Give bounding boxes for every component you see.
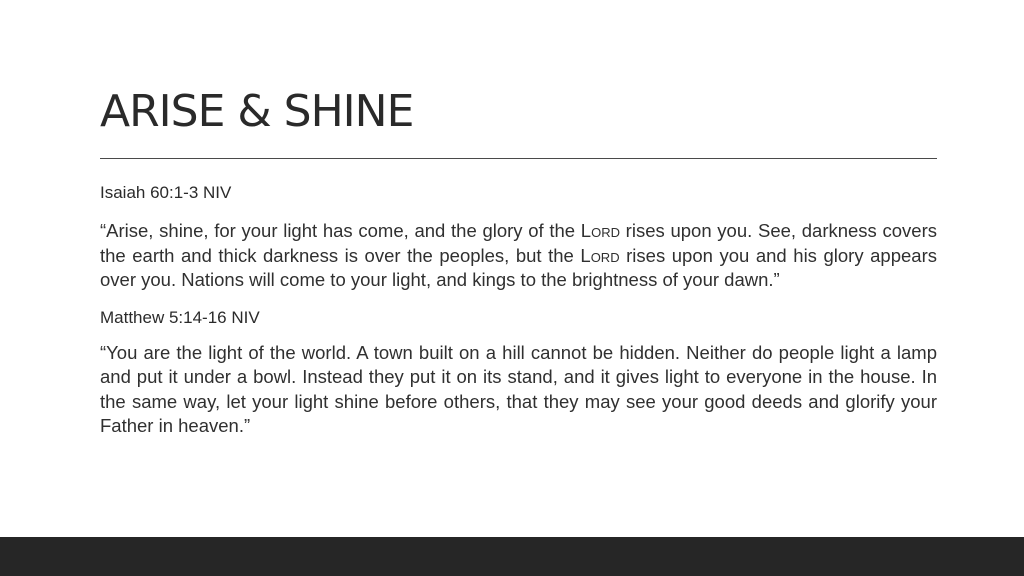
slide-title: ARISE & SHINE xyxy=(100,86,414,137)
scripture-reference-isaiah: Isaiah 60:1-3 NIV xyxy=(100,183,232,202)
scripture-text-isaiah xyxy=(100,219,937,293)
lord-small-caps: Lord xyxy=(580,220,620,241)
scripture-text-matthew: “You are the light of the world. A town built on a hill cannot be hidden. Neither do people light a lamp and put it under a bowl. Instead they put it on its stand, and it gives light to everyone in the house. In the same way, let your light shine before others, that they may see your good deeds and glorify your Father in heaven.” xyxy=(100,341,937,436)
lord-small-caps: Lord xyxy=(580,244,620,266)
verse-text-segment: rises upon you. See, darkness covers the earth and thick darkness is over the peoples, but the xyxy=(100,220,937,266)
scripture-reference-matthew: Matthew 5:14-16 NIV xyxy=(100,307,260,327)
verse-text-segment: “Arise, shine, for your light has come, and the glory of the xyxy=(100,220,581,241)
title-divider xyxy=(100,158,937,159)
slide-content xyxy=(100,181,937,439)
verse-text-segment: rises upon you and his glory appears over you. Nations will come to your light, and kings to the brightness of your dawn.” xyxy=(100,244,937,290)
footer-bar xyxy=(0,537,1024,576)
